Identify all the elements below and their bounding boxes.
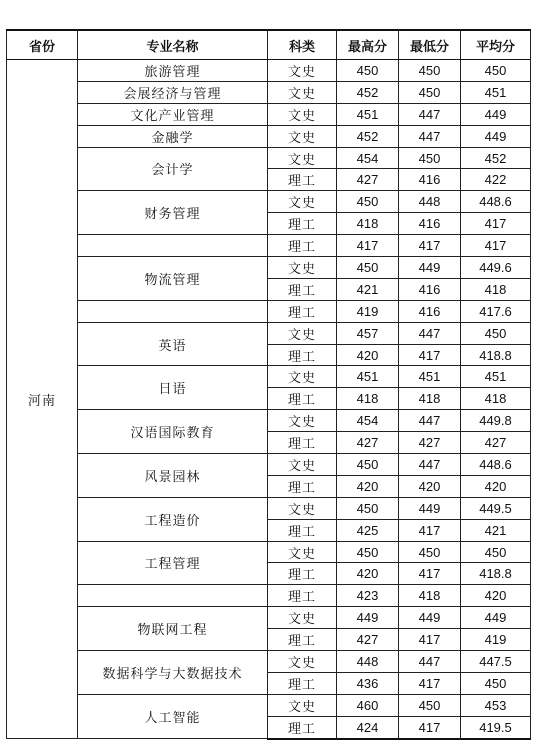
table-row xyxy=(7,147,531,169)
avg-score-cell: 449 xyxy=(461,607,531,629)
min-score-cell: 417 xyxy=(399,519,461,541)
subject-cell: 理工 xyxy=(268,629,337,651)
min-score-cell: 450 xyxy=(399,60,461,82)
max-score-cell: 451 xyxy=(337,103,399,125)
max-score-cell: 450 xyxy=(337,191,399,213)
min-score-cell: 450 xyxy=(399,147,461,169)
avg-score-cell: 450 xyxy=(461,672,531,694)
min-score-cell: 450 xyxy=(399,694,461,716)
min-score-cell: 449 xyxy=(399,257,461,279)
min-score-cell: 416 xyxy=(399,213,461,235)
avg-score-cell: 449 xyxy=(461,125,531,147)
subject-cell: 理工 xyxy=(268,213,337,235)
max-score-cell: 460 xyxy=(337,694,399,716)
avg-score-cell: 450 xyxy=(461,541,531,563)
max-score-cell: 457 xyxy=(337,322,399,344)
min-score-cell: 449 xyxy=(399,607,461,629)
avg-score-cell: 449.5 xyxy=(461,497,531,519)
subject-cell: 文史 xyxy=(268,103,337,125)
max-score-cell: 450 xyxy=(337,541,399,563)
subject-cell: 文史 xyxy=(268,322,337,344)
table-row xyxy=(7,651,531,673)
header-max-score: 最高分 xyxy=(337,30,399,60)
subject-cell: 文史 xyxy=(268,541,337,563)
major-cell: 文化产业管理 xyxy=(78,103,268,125)
subject-cell: 文史 xyxy=(268,410,337,432)
avg-score-cell: 418 xyxy=(461,388,531,410)
max-score-cell: 427 xyxy=(337,169,399,191)
avg-score-cell: 452 xyxy=(461,147,531,169)
table-row xyxy=(7,585,531,607)
min-score-cell: 420 xyxy=(399,475,461,497)
subject-cell: 理工 xyxy=(268,716,337,738)
avg-score-cell: 448.6 xyxy=(461,454,531,476)
table-row xyxy=(7,300,531,322)
admission-score-table xyxy=(6,29,531,740)
table-row xyxy=(7,410,531,432)
avg-score-cell: 427 xyxy=(461,432,531,454)
max-score-cell: 420 xyxy=(337,344,399,366)
table-row xyxy=(7,322,531,344)
min-score-cell: 447 xyxy=(399,322,461,344)
avg-score-cell: 419.5 xyxy=(461,716,531,738)
max-score-cell: 420 xyxy=(337,475,399,497)
major-cell: 风景园林 xyxy=(78,454,268,498)
min-score-cell: 417 xyxy=(399,672,461,694)
header-min-score: 最低分 xyxy=(399,30,461,60)
major-cell: 会计学 xyxy=(78,147,268,191)
province-cell: 河南 xyxy=(7,60,78,739)
table-row xyxy=(7,366,531,388)
max-score-cell: 418 xyxy=(337,388,399,410)
avg-score-cell: 418.8 xyxy=(461,563,531,585)
max-score-cell: 417 xyxy=(337,235,399,257)
max-score-cell: 452 xyxy=(337,125,399,147)
min-score-cell: 417 xyxy=(399,344,461,366)
min-score-cell: 447 xyxy=(399,651,461,673)
min-score-cell: 417 xyxy=(399,235,461,257)
avg-score-cell: 420 xyxy=(461,585,531,607)
subject-cell: 文史 xyxy=(268,191,337,213)
max-score-cell: 454 xyxy=(337,410,399,432)
header-province: 省份 xyxy=(7,30,78,60)
min-score-cell: 416 xyxy=(399,300,461,322)
major-cell: 金融学 xyxy=(78,125,268,147)
min-score-cell: 447 xyxy=(399,454,461,476)
subject-cell: 理工 xyxy=(268,169,337,191)
major-cell: 汉语国际教育 xyxy=(78,410,268,454)
table-row xyxy=(7,607,531,629)
min-score-cell: 427 xyxy=(399,432,461,454)
min-score-cell: 450 xyxy=(399,81,461,103)
table-row xyxy=(7,81,531,103)
min-score-cell: 416 xyxy=(399,278,461,300)
subject-cell: 文史 xyxy=(268,147,337,169)
table-row xyxy=(7,257,531,279)
avg-score-cell: 421 xyxy=(461,519,531,541)
subject-cell: 理工 xyxy=(268,432,337,454)
avg-score-cell: 451 xyxy=(461,81,531,103)
min-score-cell: 449 xyxy=(399,497,461,519)
max-score-cell: 448 xyxy=(337,651,399,673)
table-row xyxy=(7,60,531,82)
max-score-cell: 420 xyxy=(337,563,399,585)
subject-cell: 文史 xyxy=(268,454,337,476)
max-score-cell: 421 xyxy=(337,278,399,300)
avg-score-cell: 449 xyxy=(461,103,531,125)
avg-score-cell: 449.8 xyxy=(461,410,531,432)
avg-score-cell: 449.6 xyxy=(461,257,531,279)
subject-cell: 理工 xyxy=(268,344,337,366)
header-major: 专业名称 xyxy=(78,30,268,60)
max-score-cell: 418 xyxy=(337,213,399,235)
table-row xyxy=(7,694,531,716)
table-row xyxy=(7,497,531,519)
min-score-cell: 447 xyxy=(399,125,461,147)
avg-score-cell: 447.5 xyxy=(461,651,531,673)
avg-score-cell: 417 xyxy=(461,235,531,257)
major-cell: 英语 xyxy=(78,322,268,366)
avg-score-cell: 417 xyxy=(461,213,531,235)
max-score-cell: 425 xyxy=(337,519,399,541)
avg-score-cell: 420 xyxy=(461,475,531,497)
min-score-cell: 450 xyxy=(399,541,461,563)
min-score-cell: 417 xyxy=(399,716,461,738)
min-score-cell: 417 xyxy=(399,629,461,651)
max-score-cell: 423 xyxy=(337,585,399,607)
subject-cell: 理工 xyxy=(268,300,337,322)
subject-cell: 理工 xyxy=(268,563,337,585)
major-cell xyxy=(78,300,268,322)
header-row xyxy=(7,30,531,60)
table-row xyxy=(7,191,531,213)
avg-score-cell: 451 xyxy=(461,366,531,388)
subject-cell: 文史 xyxy=(268,125,337,147)
subject-cell: 理工 xyxy=(268,585,337,607)
table-row xyxy=(7,103,531,125)
max-score-cell: 424 xyxy=(337,716,399,738)
major-cell: 财务管理 xyxy=(78,191,268,235)
min-score-cell: 417 xyxy=(399,563,461,585)
subject-cell: 文史 xyxy=(268,81,337,103)
subject-cell: 文史 xyxy=(268,607,337,629)
avg-score-cell: 418 xyxy=(461,278,531,300)
max-score-cell: 427 xyxy=(337,629,399,651)
table-row xyxy=(7,235,531,257)
major-cell: 会展经济与管理 xyxy=(78,81,268,103)
table-row xyxy=(7,454,531,476)
subject-cell: 理工 xyxy=(268,475,337,497)
min-score-cell: 447 xyxy=(399,103,461,125)
major-cell: 工程造价 xyxy=(78,497,268,541)
subject-cell: 文史 xyxy=(268,257,337,279)
table-row xyxy=(7,541,531,563)
min-score-cell: 451 xyxy=(399,366,461,388)
major-cell: 工程管理 xyxy=(78,541,268,585)
major-cell: 人工智能 xyxy=(78,694,268,738)
subject-cell: 文史 xyxy=(268,366,337,388)
max-score-cell: 452 xyxy=(337,81,399,103)
min-score-cell: 418 xyxy=(399,585,461,607)
min-score-cell: 416 xyxy=(399,169,461,191)
major-cell: 物联网工程 xyxy=(78,607,268,651)
major-cell xyxy=(78,235,268,257)
avg-score-cell: 417.6 xyxy=(461,300,531,322)
avg-score-cell: 422 xyxy=(461,169,531,191)
avg-score-cell: 418.8 xyxy=(461,344,531,366)
major-cell: 数据科学与大数据技术 xyxy=(78,651,268,695)
max-score-cell: 451 xyxy=(337,366,399,388)
max-score-cell: 427 xyxy=(337,432,399,454)
major-cell xyxy=(78,585,268,607)
subject-cell: 文史 xyxy=(268,694,337,716)
table-row xyxy=(7,125,531,147)
subject-cell: 理工 xyxy=(268,278,337,300)
avg-score-cell: 448.6 xyxy=(461,191,531,213)
max-score-cell: 450 xyxy=(337,454,399,476)
header-avg-score: 平均分 xyxy=(461,30,531,60)
subject-cell: 理工 xyxy=(268,235,337,257)
max-score-cell: 454 xyxy=(337,147,399,169)
max-score-cell: 450 xyxy=(337,60,399,82)
subject-cell: 理工 xyxy=(268,672,337,694)
avg-score-cell: 450 xyxy=(461,322,531,344)
major-cell: 旅游管理 xyxy=(78,60,268,82)
subject-cell: 文史 xyxy=(268,651,337,673)
subject-cell: 文史 xyxy=(268,60,337,82)
table-body xyxy=(7,60,531,739)
avg-score-cell: 453 xyxy=(461,694,531,716)
min-score-cell: 448 xyxy=(399,191,461,213)
max-score-cell: 419 xyxy=(337,300,399,322)
major-cell: 日语 xyxy=(78,366,268,410)
subject-cell: 理工 xyxy=(268,388,337,410)
max-score-cell: 450 xyxy=(337,257,399,279)
major-cell: 物流管理 xyxy=(78,257,268,301)
max-score-cell: 449 xyxy=(337,607,399,629)
subject-cell: 理工 xyxy=(268,519,337,541)
min-score-cell: 418 xyxy=(399,388,461,410)
avg-score-cell: 419 xyxy=(461,629,531,651)
min-score-cell: 447 xyxy=(399,410,461,432)
header-subject: 科类 xyxy=(268,30,337,60)
subject-cell: 文史 xyxy=(268,497,337,519)
avg-score-cell: 450 xyxy=(461,60,531,82)
max-score-cell: 436 xyxy=(337,672,399,694)
max-score-cell: 450 xyxy=(337,497,399,519)
